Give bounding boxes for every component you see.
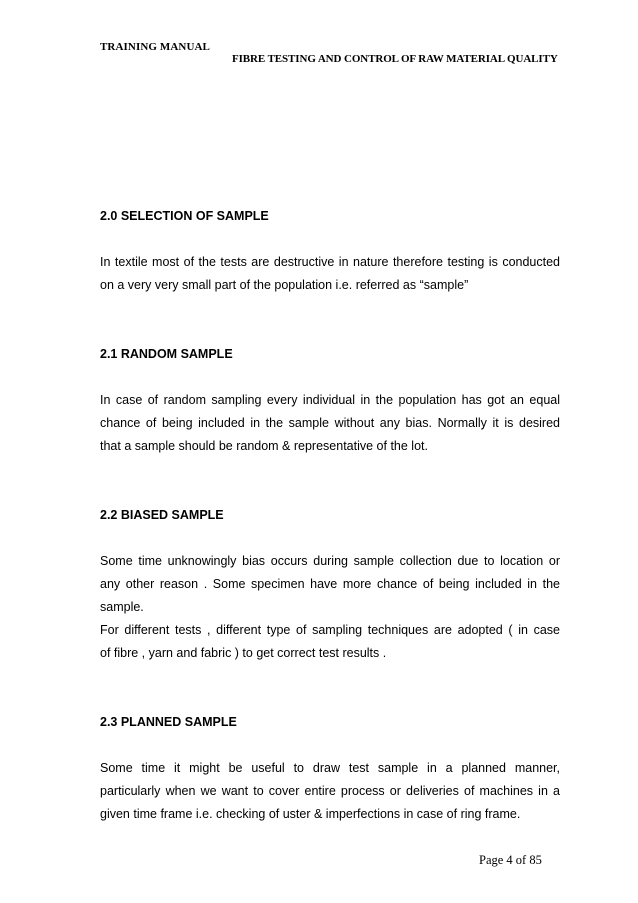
section-heading-planned-sample: 2.3 PLANNED SAMPLE (100, 715, 237, 729)
section-body-selection-of-sample (100, 251, 560, 297)
body-line: of fibre , yarn and fabric ) to get correct test results . (100, 646, 387, 660)
header-document-title: FIBRE TESTING AND CONTROL OF RAW MATERIAL QUALITY (232, 53, 558, 65)
section-heading-selection-of-sample: 2.0 SELECTION OF SAMPLE (100, 209, 269, 223)
body-line: In textile most of the tests are destructive in nature therefore testing is conducted (100, 255, 560, 269)
section-heading-random-sample: 2.1 RANDOM SAMPLE (100, 347, 233, 361)
body-line: on a very very small part of the population i.e. referred as “sample” (100, 278, 469, 292)
body-line: any other reason . Some specimen have more chance of being included in the (100, 577, 560, 591)
body-line: In case of random sampling every individual in the population has got an equal (100, 393, 560, 407)
body-line: particularly when we want to cover entire process or deliveries of machines in a (100, 784, 560, 798)
section-heading-biased-sample: 2.2 BIASED SAMPLE (100, 508, 224, 522)
body-line: Some time it might be useful to draw test sample in a planned manner, (100, 761, 560, 775)
page-content (100, 205, 560, 826)
body-line: given time frame i.e. checking of uster & imperfections in case of ring frame. (100, 807, 521, 821)
section-body-random-sample (100, 389, 560, 458)
body-line: that a sample should be random & representative of the lot. (100, 439, 428, 453)
body-line: For different tests , different type of sampling techniques are adopted ( in case (100, 623, 560, 637)
header-manual-title: TRAINING MANUAL (100, 41, 210, 53)
body-line: chance of being included in the sample without any bias. Normally it is desired (100, 416, 560, 430)
section-body-biased-sample (100, 550, 560, 665)
body-line: Some time unknowingly bias occurs during sample collection due to location or (100, 554, 560, 568)
body-line: sample. (100, 600, 144, 614)
section-body-planned-sample (100, 757, 560, 826)
page-number: Page 4 of 85 (479, 853, 542, 867)
